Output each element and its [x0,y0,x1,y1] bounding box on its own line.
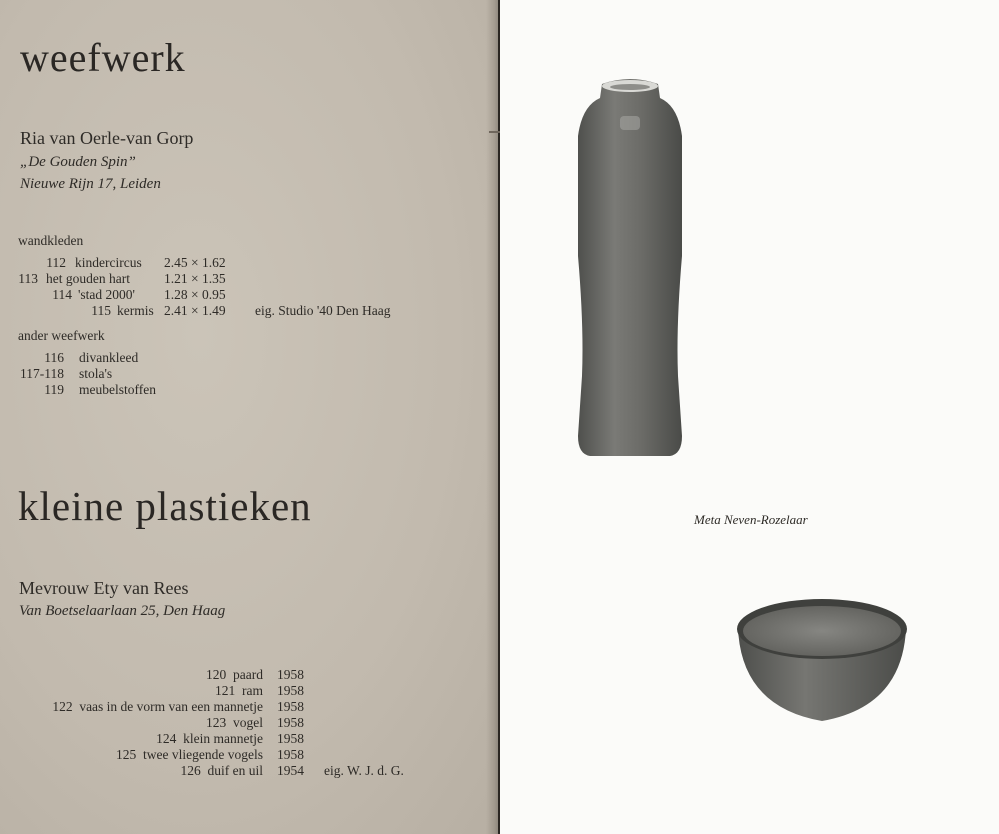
item-ownership: eig. W. J. d. G. [324,763,404,778]
item-number: 124 [156,731,177,746]
item-year: 1958 [277,747,304,762]
list-item [0,747,498,763]
item-number-title [206,715,263,731]
artist-address: Van Boetselaarlaan 25, Den Haag [19,603,226,619]
item-number: 115 [91,303,111,318]
item-year: 1958 [277,667,304,682]
subsection-label: wandkleden [18,233,84,248]
item-year: 1954 [277,763,304,778]
item-year: 1958 [277,683,304,698]
left-page [0,0,498,834]
photo-caption: Meta Neven-Rozelaar [694,512,808,527]
list-item [0,683,498,699]
item-year: 1958 [277,715,304,730]
item-number-title [181,763,264,779]
list-item [0,763,498,779]
item-number: 113 [18,271,38,286]
item-size: 2.45 × 1.62 [164,255,226,270]
book-gutter [486,0,500,834]
item-year: 1958 [277,699,304,714]
artist-name: Ria van Oerle-van Gorp [20,128,194,148]
item-number-title [215,683,263,699]
list-item [0,667,498,683]
item-title: paard [233,667,263,682]
item-number: 126 [180,763,201,778]
item-number-title [116,747,263,763]
item-number: 125 [116,747,137,762]
item-title: twee vliegende vogels [143,747,263,762]
artist-address: Nieuwe Rijn 17, Leiden [20,176,161,192]
item-title: vogel [233,715,263,730]
item-title: klein mannetje [183,731,263,746]
studio-name: „De Gouden Spin” [20,154,136,170]
item-title: vaas in de vorm van een mannetje [79,699,263,714]
item-size: 1.28 × 0.95 [164,287,226,302]
item-title: het gouden hart [46,271,130,286]
item-number-title [206,667,263,683]
item-number: 120 [206,667,227,682]
subsection-label: ander weefwerk [18,328,105,343]
item-year: 1958 [277,731,304,746]
item-number: 112 [46,255,66,270]
item-number: 121 [215,683,236,698]
item-number-title [52,699,263,715]
item-title: meubelstoffen [79,382,156,397]
section-heading-weefwerk: weefwerk [20,35,186,80]
list-item [0,731,498,747]
item-title: kindercircus [75,255,142,270]
list-item [0,715,498,731]
section-heading-plastieken: kleine plastieken [18,483,312,529]
item-ownership: eig. Studio '40 Den Haag [255,303,391,318]
item-title: stola's [79,366,113,381]
item-number: 123 [206,715,227,730]
artist-name: Mevrouw Ety van Rees [19,578,189,598]
item-title: divankleed [79,350,139,365]
vase-photo [574,76,686,456]
item-title: duif en uil [207,763,263,778]
item-size: 1.21 × 1.35 [164,271,226,286]
item-number: 119 [44,382,64,397]
item-size: 2.41 × 1.49 [164,303,226,318]
item-title: 'stad 2000' [78,287,135,302]
item-number-title [156,731,263,747]
item-number: 116 [44,350,64,365]
item-title: kermis [117,303,154,318]
item-title: ram [242,683,263,698]
bowl-photo [736,597,908,723]
item-number: 122 [52,699,73,714]
item-number: 117-118 [20,366,64,381]
list-item [0,699,498,715]
item-number: 114 [52,287,72,302]
